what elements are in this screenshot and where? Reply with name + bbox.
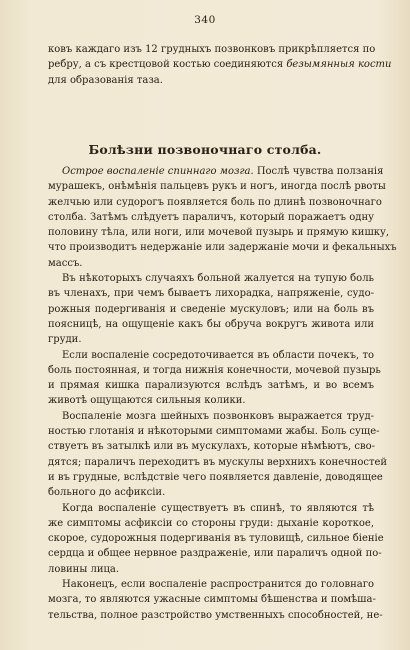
text-line xyxy=(48,348,374,363)
text-line xyxy=(48,501,374,516)
text-run: животѣ ощущаются сильныя колики. xyxy=(48,395,246,407)
text-line xyxy=(48,225,390,240)
text-line xyxy=(48,455,388,470)
text-line xyxy=(48,592,374,607)
text-line: ковъ каждаго изъ 12 грудныхъ позвонковъ прикрѣпляется по xyxy=(48,44,376,55)
text-line xyxy=(48,271,374,286)
text-run: въ членахъ, при чемъ бываетъ лихорадка, напряженіе, судо- xyxy=(48,288,374,300)
text-run: боль постоянная, и тогда нижнія конечности, мочевой пузырь xyxy=(48,364,381,376)
text-line xyxy=(48,332,374,347)
text-line xyxy=(48,424,380,439)
text-line xyxy=(48,393,374,408)
text-line xyxy=(48,317,374,332)
text-run: половину тѣла, или ноги, или мочевой пузырь и прямую кишку, xyxy=(48,227,390,239)
text-run: столба. Затѣмъ слѣдуетъ параличъ, который поражаетъ одну xyxy=(48,211,374,223)
text-line xyxy=(48,577,374,592)
text-line xyxy=(48,210,374,225)
text-run: мозга, то являются ужасные симптомы бѣшенства и помѣша- xyxy=(48,594,376,606)
text-run: Воспаленіе мозга шейныхъ позвонковъ выражается труд- xyxy=(62,410,374,422)
text-run: Когда воспаленіе существуетъ въ спинѣ, то являются тѣ xyxy=(62,502,374,514)
text-run: поясницѣ, на ощущеніе какъ бы обруча вокругъ живота или xyxy=(48,318,374,330)
text-line xyxy=(48,485,374,500)
text-line xyxy=(48,470,383,485)
paragraph xyxy=(48,164,397,271)
paragraph xyxy=(48,577,383,623)
paragraph xyxy=(48,348,381,409)
text-run: Наконецъ, если воспаленіе распространится до головнаго xyxy=(62,579,374,591)
text-run: Если воспаленіе сосредоточивается въ области почекъ, то xyxy=(62,349,374,361)
text-line xyxy=(48,608,383,623)
paragraph xyxy=(48,271,374,347)
text-run: и въ грудные, вслѣдствіе чего появляется давленіе, доводящее xyxy=(48,471,383,483)
top-paragraph xyxy=(48,42,392,88)
paragraph xyxy=(48,501,384,577)
text-line xyxy=(48,57,392,72)
section-heading: Болѣзни позвоночнаго столба. xyxy=(88,142,322,157)
italic-term: Острое воспаленіе спиннаго мозга. xyxy=(62,166,254,177)
text-line xyxy=(48,546,382,561)
text-line xyxy=(48,378,374,393)
text-run: мурашекъ, онѣмѣнія пальцевъ рукъ и ногъ, иногда послѣ рвоты xyxy=(48,181,386,193)
text-run: и прямая кишка парализуются вслѣдъ затѣмъ, и во всемъ xyxy=(48,380,374,392)
text-run: скорое, судорожныя подергиванія въ туловищѣ, сильное біеніе xyxy=(48,533,384,545)
paragraph xyxy=(48,409,388,501)
text-run: Въ нѣкоторыхъ случаяхъ больной жалуется на тупую боль xyxy=(62,273,374,285)
text-run: желчью или судорогъ появляется боль по длинѣ позвоночнаго xyxy=(48,196,382,208)
text-line xyxy=(48,439,374,454)
page-number: 340 xyxy=(194,14,216,26)
text-line xyxy=(48,195,382,210)
text-run: что производитъ недержаніе или задержаніе мочи и фекальныхъ xyxy=(48,242,397,254)
text-run: ностью глотанія и нѣкоторыми симптомами жабы. Боль суще- xyxy=(48,426,380,438)
text-line xyxy=(48,562,374,577)
text-line xyxy=(48,164,384,179)
text-line xyxy=(48,286,374,301)
text-line xyxy=(48,409,374,424)
text-run: тельства, полное разстройство умственныхъ способностей, не- xyxy=(48,609,383,621)
text-run: рожныя подергиванія и сведеніе мускуловъ; или на боль въ xyxy=(48,303,374,315)
text-line xyxy=(48,531,384,546)
body-text xyxy=(48,164,397,623)
text-run: же симптомы асфиксіи со стороны груди: дыханіе короткое, xyxy=(48,517,374,529)
italic-term: безымянныя кости xyxy=(286,59,392,71)
text-line: для образованія таза. xyxy=(48,74,163,86)
text-line xyxy=(48,256,374,271)
text-run: дятся; параличъ переходитъ въ мускулы верхнихъ конечностей xyxy=(48,456,388,468)
text-run: Послѣ чувства ползанія xyxy=(253,166,384,177)
text-line xyxy=(48,179,386,194)
text-run: больного до асфиксіи. xyxy=(48,487,166,499)
text-line xyxy=(48,363,381,378)
text-run: груди. xyxy=(48,334,82,346)
text-run: ловины лица. xyxy=(48,563,120,575)
text-run: ребру, а съ крестцовой костью соединяются xyxy=(48,59,287,71)
text-line xyxy=(48,240,397,255)
text-run: массъ. xyxy=(48,257,83,269)
text-line xyxy=(48,302,374,317)
text-run: сердца и общее нервное раздраженіе, или параличъ одной по- xyxy=(48,548,382,560)
text-line xyxy=(48,516,374,531)
text-run: ствуетъ въ затылкѣ или въ мускулахъ, которые нѣмѣютъ, сво- xyxy=(48,441,376,453)
